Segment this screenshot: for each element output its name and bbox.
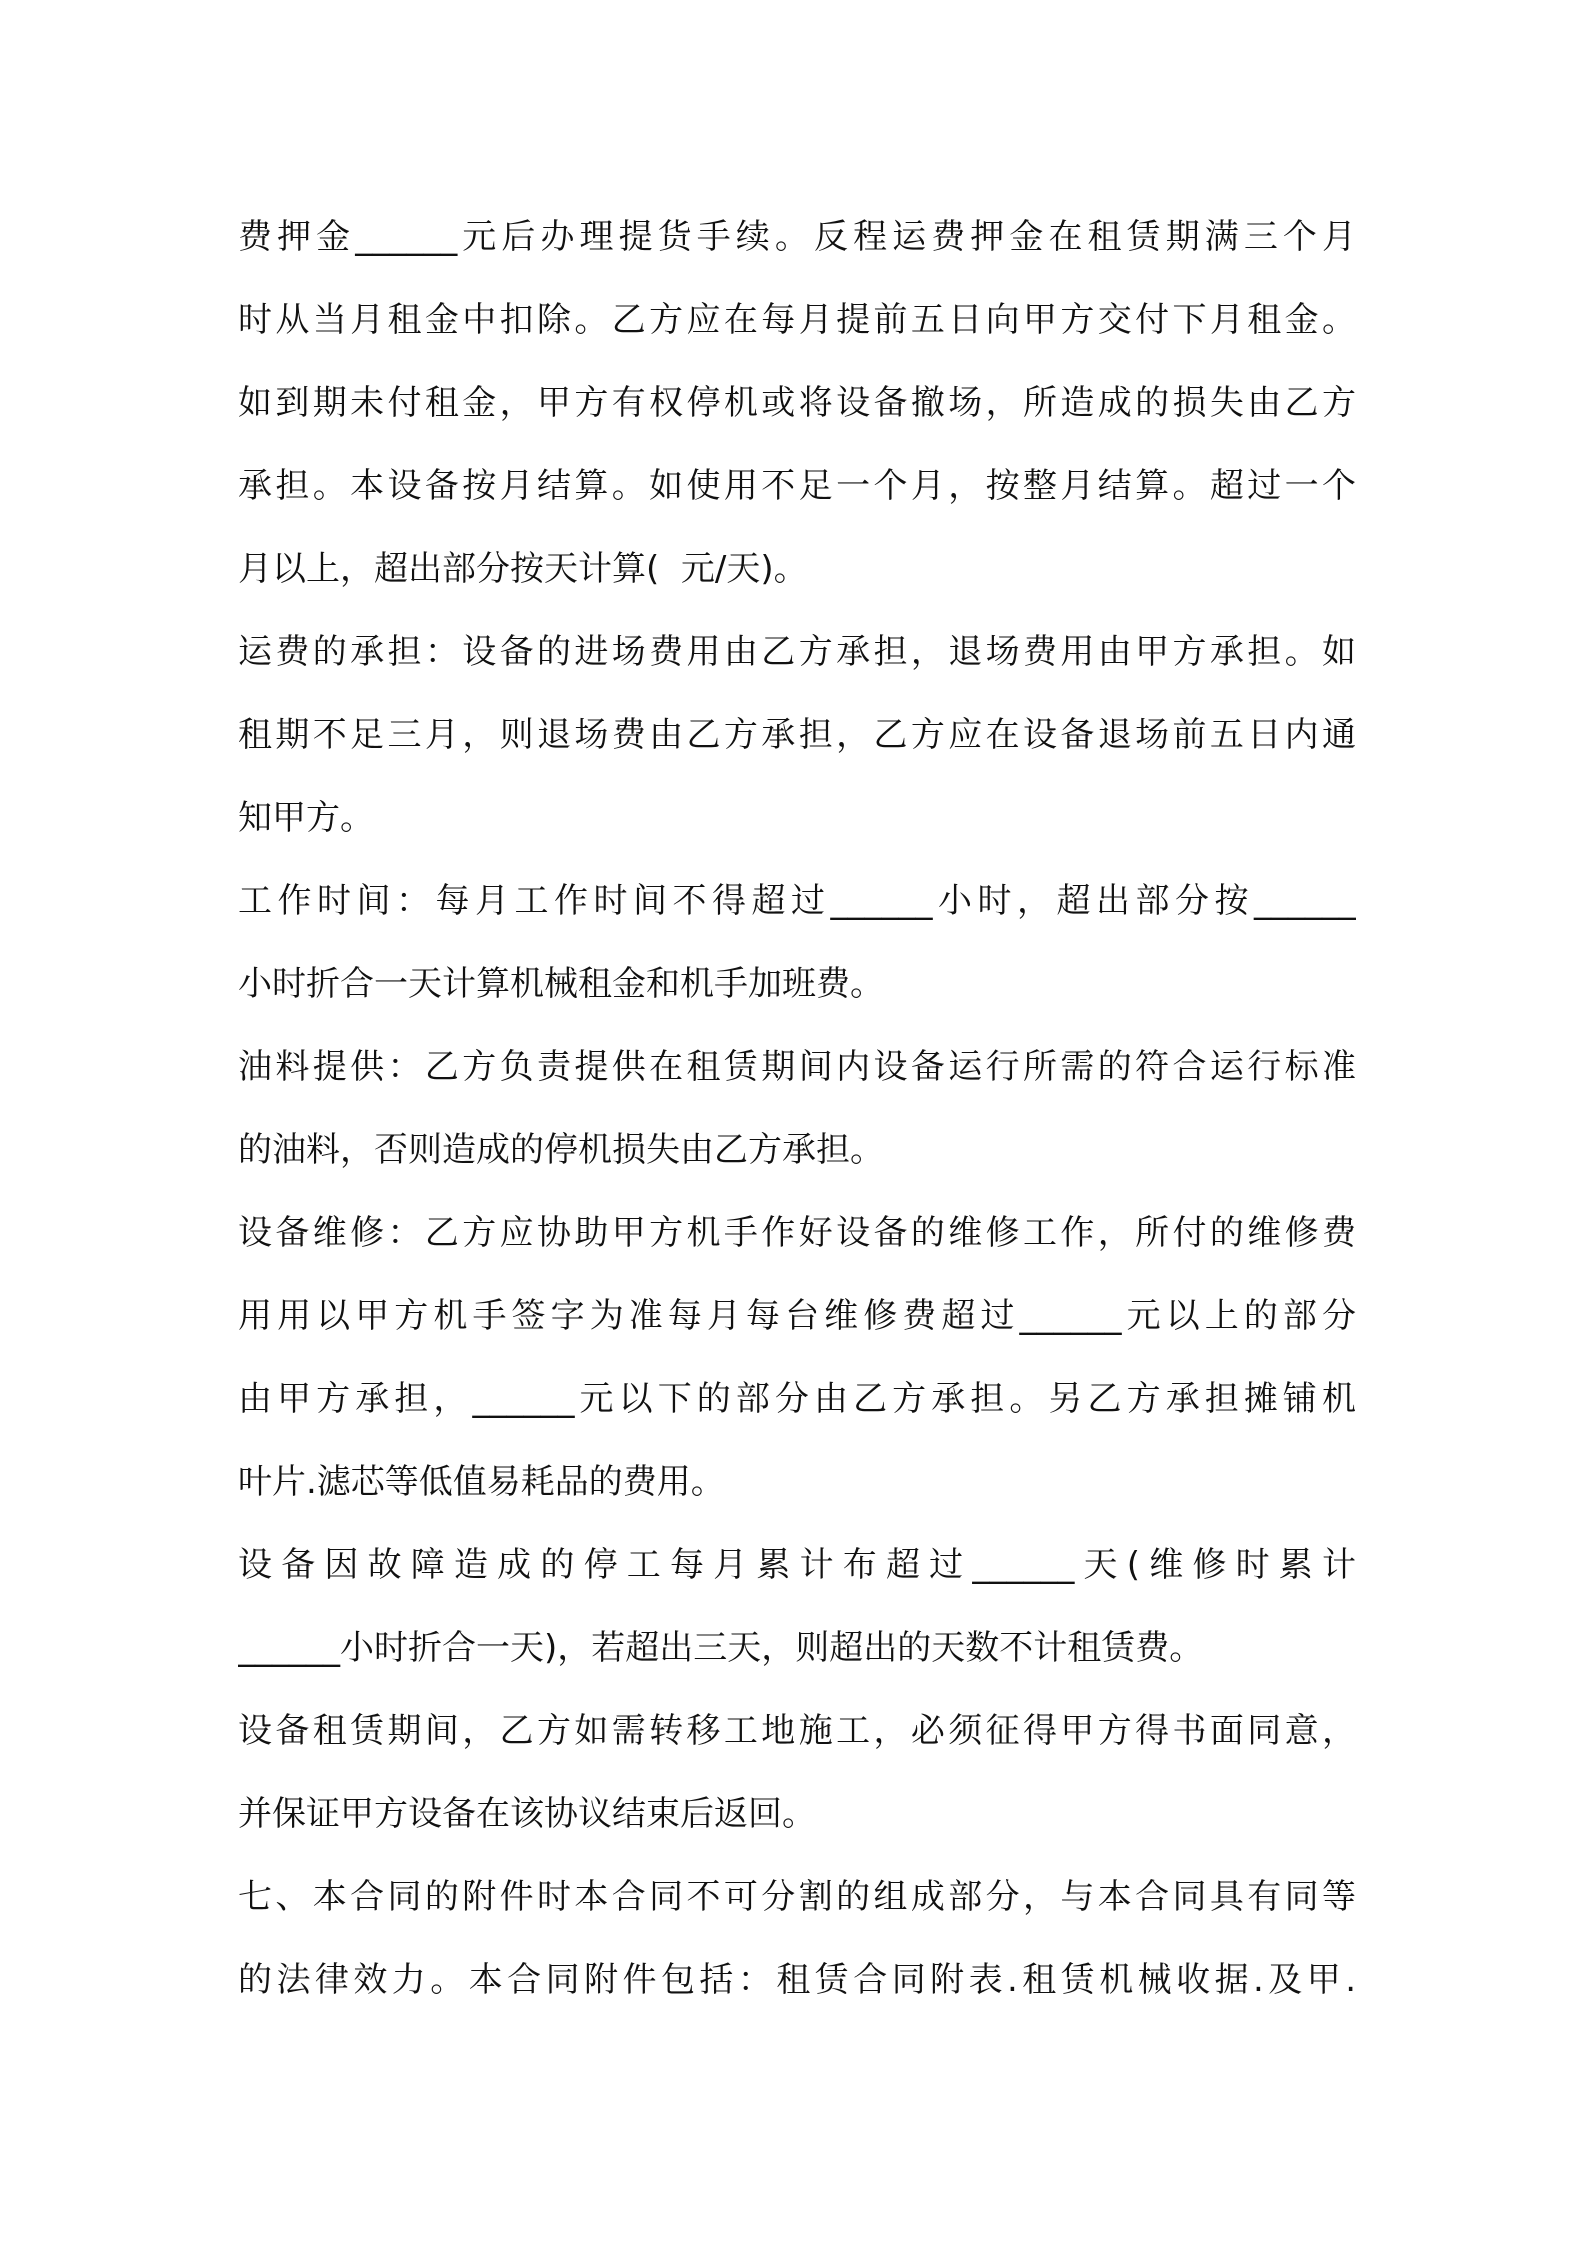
text-line: 小时折合一天计算机械租金和机手加班费。: [238, 964, 884, 1004]
paragraph-site-transfer: [238, 1690, 1356, 1856]
paragraph-downtime: [238, 1524, 1356, 1690]
text-line: ______小时折合一天)，若超出三天，则超出的天数不计租赁费。: [238, 1628, 1204, 1668]
text-line: 设备因故障造成的停工每月累计布超过______天(维修时累计: [238, 1545, 1356, 1585]
text-line: 的法律效力。本合同附件包括：租赁合同附表.租赁机械收据.及甲.: [238, 1960, 1356, 2000]
text-line: 叶片.滤芯等低值易耗品的费用。: [238, 1462, 725, 1502]
text-line: 用用以甲方机手签字为准每月每台维修费超过______元以上的部分: [238, 1296, 1356, 1336]
text-line: 费押金______元后办理提货手续。反程运费押金在租赁期满三个月: [238, 217, 1356, 257]
paragraph-maintenance: [238, 1192, 1356, 1524]
text-line: 承担。本设备按月结算。如使用不足一个月，按整月结算。超过一个: [238, 466, 1356, 506]
text-line: 知甲方。: [238, 798, 374, 838]
text-line: 油料提供：乙方负责提供在租赁期间内设备运行所需的符合运行标准: [238, 1047, 1356, 1087]
paragraph-attachments: [238, 1856, 1356, 2022]
paragraph-rent-payment: [238, 196, 1356, 611]
text-line: 设备租赁期间，乙方如需转移工地施工，必须征得甲方得书面同意，: [238, 1711, 1356, 1751]
paragraph-freight: [238, 611, 1356, 860]
paragraph-working-hours: [238, 860, 1356, 1026]
text-line: 月以上，超出部分按天计算( 元/天)。: [238, 549, 808, 589]
text-line: 的油料，否则造成的停机损失由乙方承担。: [238, 1130, 884, 1170]
text-line: 租期不足三月，则退场费由乙方承担，乙方应在设备退场前五日内通: [238, 715, 1356, 755]
text-line: 七、本合同的附件时本合同不可分割的组成部分，与本合同具有同等: [238, 1877, 1356, 1917]
text-line: 并保证甲方设备在该协议结束后返回。: [238, 1794, 816, 1834]
text-line: 时从当月租金中扣除。乙方应在每月提前五日向甲方交付下月租金。: [238, 300, 1356, 340]
text-line: 设备维修：乙方应协助甲方机手作好设备的维修工作，所付的维修费: [238, 1213, 1356, 1253]
text-line: 运费的承担：设备的进场费用由乙方承担，退场费用由甲方承担。如: [238, 632, 1356, 672]
text-line: 工作时间：每月工作时间不得超过______小时，超出部分按______: [238, 881, 1356, 921]
paragraph-fuel-supply: [238, 1026, 1356, 1192]
document-body: [238, 196, 1356, 2022]
text-line: 如到期未付租金，甲方有权停机或将设备撤场，所造成的损失由乙方: [238, 383, 1356, 423]
text-line: 由甲方承担，______元以下的部分由乙方承担。另乙方承担摊铺机: [238, 1379, 1356, 1419]
